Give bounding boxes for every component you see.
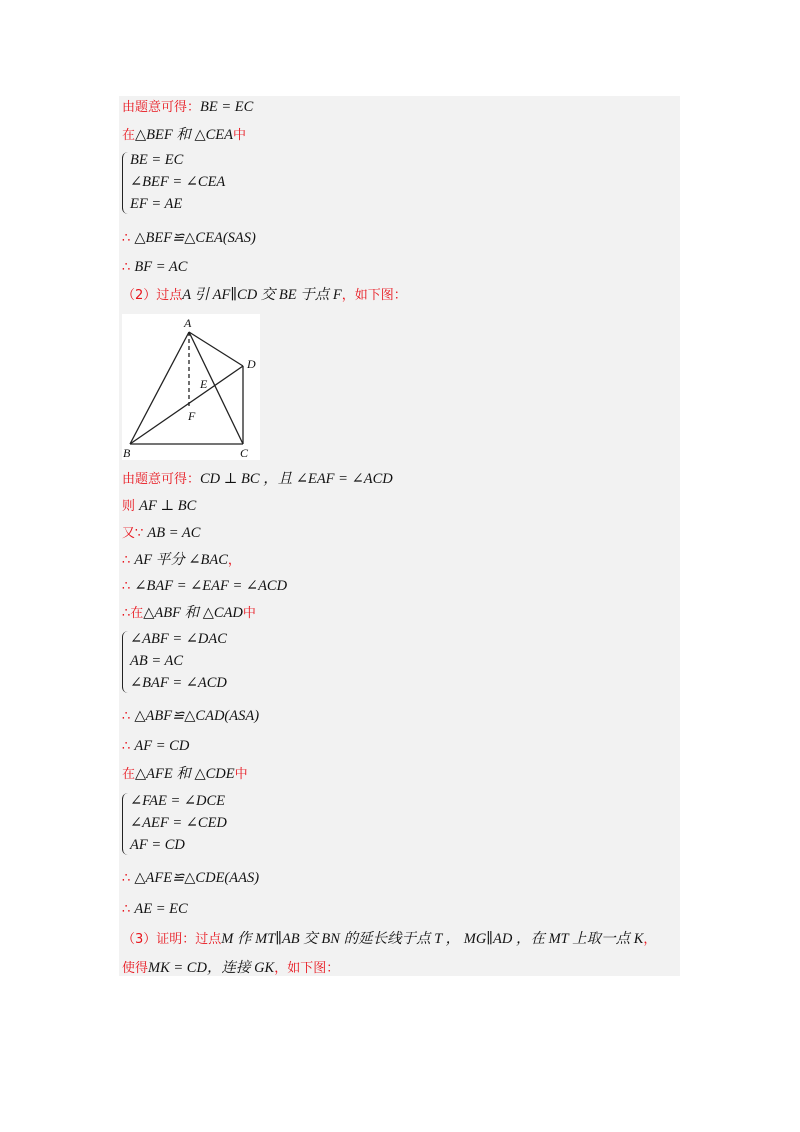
system-row: AF = CD: [130, 837, 185, 853]
solution-line: 则 AF ⊥ BC: [122, 498, 197, 514]
solution-line: ∴ AF = CD: [122, 738, 190, 754]
solution-line: ∴ BF = AC: [122, 259, 188, 275]
brace: [122, 793, 129, 855]
system-row: EF = AE: [130, 196, 183, 212]
system-row: BE = EC: [130, 152, 184, 168]
system-row: ∠BEF = ∠CEA: [130, 174, 226, 190]
system-row: AB = AC: [130, 653, 184, 669]
system-row: ∠ABF = ∠DAC: [130, 631, 227, 647]
label-F: F: [188, 409, 196, 423]
system-row: ∠BAF = ∠ACD: [130, 675, 227, 691]
label-C: C: [240, 446, 249, 460]
segment-AB: [130, 332, 189, 444]
solution-line: ∴ AE = EC: [122, 901, 188, 917]
solution-line: 使得MK = CD，连接 GK，如下图：: [122, 960, 340, 976]
solution-line: ∴ △BEF≌△CEA(SAS): [122, 230, 256, 246]
brace: [122, 631, 129, 693]
segment-BD: [130, 366, 243, 444]
system-row: ∠FAE = ∠DCE: [130, 793, 226, 809]
solution-line: ∴ ∠BAF = ∠EAF = ∠ACD: [122, 578, 288, 594]
label-B: B: [123, 446, 131, 460]
triangle-diagram: [122, 314, 260, 460]
solution-line: 在△AFE 和 △CDE中: [122, 766, 248, 782]
solution-line: ∴ △ABF≌△CAD(ASA): [122, 708, 260, 724]
geometry-figure: [122, 314, 260, 460]
solution-line: 由题意可得：BE = EC: [122, 99, 254, 115]
label-A: A: [184, 316, 192, 330]
solution-line: 由题意可得：CD ⊥ BC ，且 ∠EAF = ∠ACD: [122, 471, 393, 487]
solution-line: 又∵ AB = AC: [122, 525, 201, 541]
solution-line: （3）证明：过点M 作 MT∥AB 交 BN 的延长线于点 T ， MG∥AD ，在 MT 上取一点 K，: [122, 931, 657, 947]
brace: [122, 152, 129, 214]
solution-panel: [119, 96, 680, 976]
solution-line: ∴ AF 平分 ∠BAC，: [122, 552, 241, 568]
solution-line: ∴ △AFE≌△CDE(AAS): [122, 870, 260, 886]
system-row: ∠AEF = ∠CED: [130, 815, 227, 831]
label-D: D: [247, 357, 256, 371]
label-E: E: [200, 377, 208, 391]
solution-line: 在△BEF 和 △CEA中: [122, 127, 247, 143]
solution-line: ∴在△ABF 和 △CAD中: [122, 605, 256, 621]
solution-line: （2）过点A 引 AF∥CD 交 BE 于点 F，如下图：: [122, 287, 407, 303]
